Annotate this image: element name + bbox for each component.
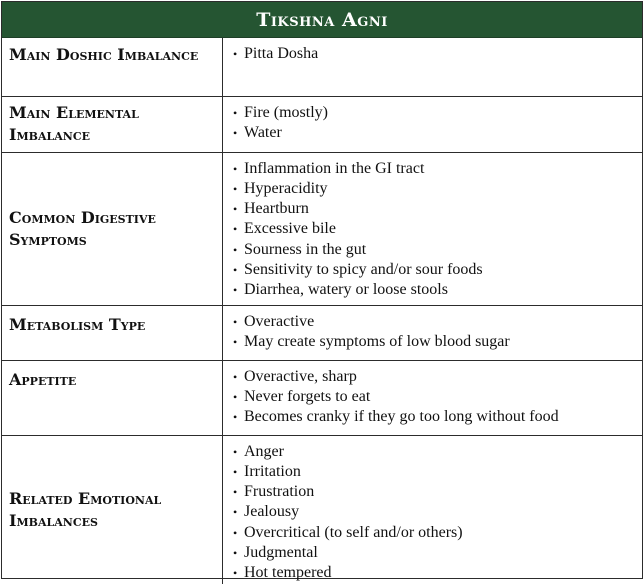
list-item: • Sensitivity to spicy and/or sour foods bbox=[233, 260, 642, 280]
list-item: • Fire (mostly) bbox=[233, 103, 642, 123]
list-item: • May create symptoms of low blood sugar bbox=[233, 332, 642, 352]
row-values bbox=[223, 435, 643, 584]
row-label: Main Elemental Imbalance bbox=[2, 96, 223, 152]
bullet-list bbox=[233, 442, 642, 584]
table-row bbox=[2, 435, 642, 584]
agni-table bbox=[1, 1, 643, 582]
table-row bbox=[2, 360, 642, 435]
table-row bbox=[2, 96, 642, 152]
list-item: • Never forgets to eat bbox=[233, 387, 642, 407]
list-item: • Heartburn bbox=[233, 199, 642, 219]
bullet-list bbox=[233, 312, 642, 353]
row-values bbox=[223, 38, 643, 96]
bullet-list bbox=[233, 103, 642, 144]
list-item: • Sourness in the gut bbox=[233, 240, 642, 260]
bullet-list bbox=[233, 44, 642, 64]
list-item: • Overactive, sharp bbox=[233, 367, 642, 387]
list-item: • Hot tempered bbox=[233, 563, 642, 583]
table-title: Tikshna Agni bbox=[2, 2, 642, 38]
table-row bbox=[2, 305, 642, 360]
list-item: • Overcritical (to self and/or others) bbox=[233, 523, 642, 543]
table-row bbox=[2, 38, 642, 96]
list-item: • Excessive bile bbox=[233, 219, 642, 239]
list-item: • Anger bbox=[233, 442, 642, 462]
agni-table-body bbox=[2, 38, 642, 584]
bullet-list bbox=[233, 367, 642, 428]
list-item: • Diarrhea, watery or loose stools bbox=[233, 280, 642, 300]
row-label: Appetite bbox=[2, 360, 223, 435]
list-item: • Water bbox=[233, 123, 642, 143]
list-item: • Overactive bbox=[233, 312, 642, 332]
row-label: Main Doshic Imbalance bbox=[2, 38, 223, 96]
bullet-list bbox=[233, 159, 642, 301]
row-label: Related Emotional Imbalances bbox=[2, 435, 223, 584]
row-values bbox=[223, 360, 643, 435]
list-item: • Becomes cranky if they go too long without food bbox=[233, 407, 642, 427]
row-values bbox=[223, 152, 643, 305]
list-item: • Judgmental bbox=[233, 543, 642, 563]
list-item: • Hyperacidity bbox=[233, 179, 642, 199]
list-item: • Irritation bbox=[233, 462, 642, 482]
list-item: • Frustration bbox=[233, 482, 642, 502]
row-values bbox=[223, 96, 643, 152]
row-label: Common Digestive Symptoms bbox=[2, 152, 223, 305]
row-values bbox=[223, 305, 643, 360]
list-item: • Jealousy bbox=[233, 502, 642, 522]
list-item: • Inflammation in the GI tract bbox=[233, 159, 642, 179]
row-label: Metabolism Type bbox=[2, 305, 223, 360]
table-row bbox=[2, 152, 642, 305]
list-item: • Pitta Dosha bbox=[233, 44, 642, 64]
